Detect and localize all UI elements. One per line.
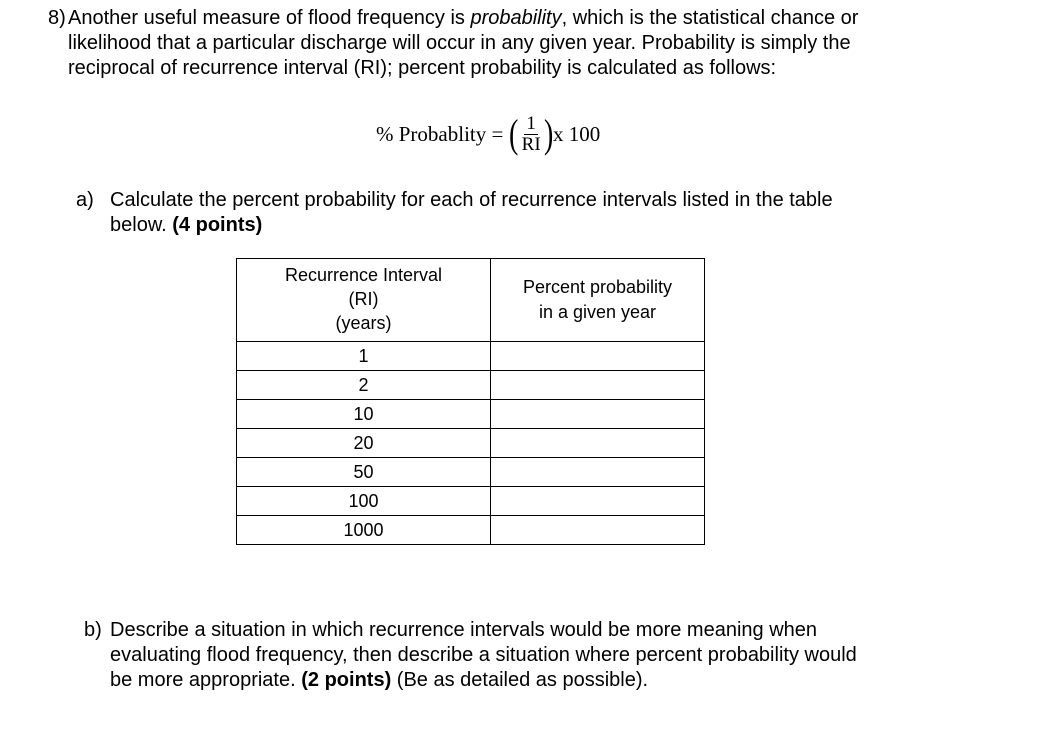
- ri-cell: 10: [237, 400, 491, 429]
- ri-cell: 100: [237, 487, 491, 516]
- header-recurrence-interval: Recurrence Interval (RI) (years): [237, 259, 491, 342]
- percent-answer-cell[interactable]: [491, 429, 705, 458]
- fraction-denominator: RI: [521, 133, 541, 155]
- part-a-marker: a): [76, 189, 94, 211]
- part-b-text: [84, 618, 857, 693]
- table-row: [237, 516, 705, 545]
- percent-answer-cell[interactable]: [491, 400, 705, 429]
- part-a: [76, 188, 833, 238]
- ri-cell: 2: [237, 371, 491, 400]
- table-row: [237, 400, 705, 429]
- question-number: 8): [48, 7, 66, 29]
- table-row: [237, 371, 705, 400]
- part-b-marker: b): [84, 619, 102, 641]
- part-a-text: [76, 188, 833, 238]
- question-8-line-2: likelihood that a particular discharge will occur in any given year. Probability is simply the: [68, 32, 851, 54]
- header-percent-probability: Percent probability in a given year: [491, 259, 705, 342]
- part-a-points: (4 points): [172, 214, 263, 236]
- part-b: [84, 618, 857, 693]
- question-8-text: [48, 6, 1008, 81]
- percent-answer-cell[interactable]: [491, 458, 705, 487]
- question-8-line-3: reciprocal of recurrence interval (RI); percent probability is calculated as follows:: [68, 57, 777, 79]
- part-b-points: (2 points): [301, 669, 392, 691]
- ri-cell: 50: [237, 458, 491, 487]
- part-b-line-2: evaluating flood frequency, then describe a situation where percent probability would: [110, 644, 857, 666]
- table-row: [237, 487, 705, 516]
- emphasis-probability: probability: [470, 7, 562, 29]
- percent-answer-cell[interactable]: [491, 487, 705, 516]
- recurrence-table: [236, 258, 705, 545]
- part-a-line-1: Calculate the percent probability for each of recurrence intervals listed in the table: [110, 189, 833, 211]
- right-paren: ): [543, 111, 554, 156]
- fraction-numerator: 1: [526, 112, 536, 134]
- formula-fraction: [520, 114, 543, 155]
- table-row: [237, 429, 705, 458]
- ri-cell: 20: [237, 429, 491, 458]
- part-a-line-2: below. (4 points): [110, 214, 263, 236]
- percent-answer-cell[interactable]: [491, 371, 705, 400]
- percent-answer-cell[interactable]: [491, 342, 705, 371]
- question-8: [48, 6, 1008, 81]
- formula-lhs: % Probablity =: [376, 121, 504, 146]
- formula-multiplier: x 100: [553, 121, 601, 146]
- percent-answer-cell[interactable]: [491, 516, 705, 545]
- ri-cell: 1: [237, 342, 491, 371]
- ri-cell: 1000: [237, 516, 491, 545]
- table-header-row: [237, 259, 705, 342]
- table-row: [237, 458, 705, 487]
- part-b-line-3: be more appropriate. (2 points) (Be as detailed as possible).: [110, 669, 649, 691]
- table-row: [237, 342, 705, 371]
- question-8-line-1: Another useful measure of flood frequency is probability, which is the statistical chance or: [68, 7, 859, 29]
- left-paren: (: [509, 111, 519, 156]
- probability-formula: [376, 106, 600, 162]
- part-b-line-1: Describe a situation in which recurrence intervals would be more meaning when: [110, 619, 818, 641]
